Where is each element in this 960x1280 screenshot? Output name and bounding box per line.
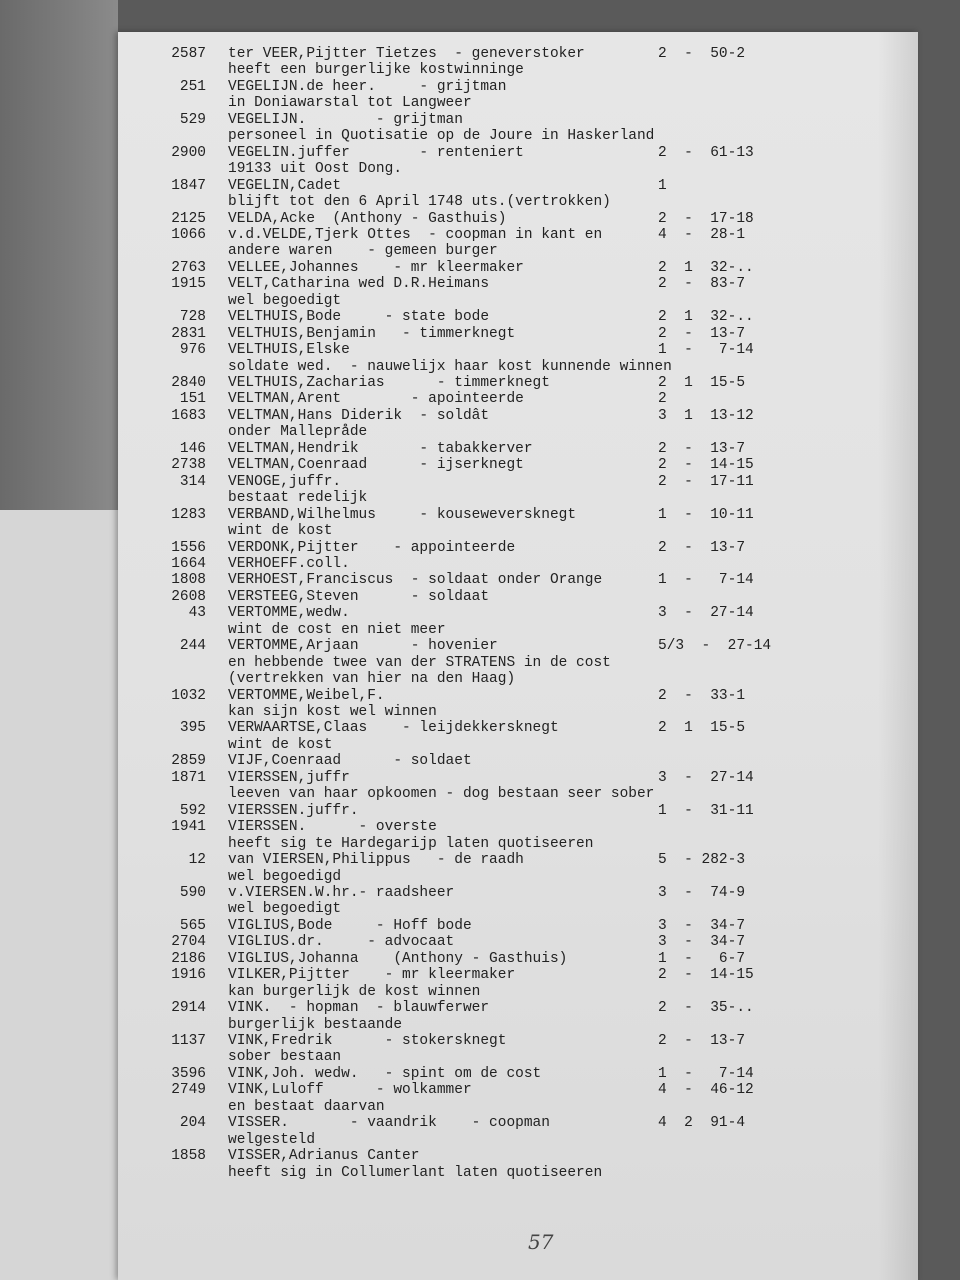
entry-text: VIERSSEN,juffr xyxy=(228,769,350,786)
entry-text: VEGELIJN.de heer. - grijtman xyxy=(228,78,507,95)
register-line xyxy=(118,161,918,177)
register-line xyxy=(118,1099,918,1115)
entry-number: 1871 xyxy=(171,769,206,786)
register-line xyxy=(118,326,918,342)
register-line xyxy=(118,852,918,868)
register-line xyxy=(118,276,918,292)
register-line xyxy=(118,128,918,144)
entry-number: 976 xyxy=(179,342,206,359)
register-line xyxy=(118,309,918,325)
entry-assessment: 2 - 13-7 xyxy=(658,440,746,457)
register-line xyxy=(118,605,918,621)
document-page xyxy=(118,32,918,1280)
entry-text: soldate wed. - nauwelijx haar kost kunnende winnen xyxy=(228,358,672,375)
entry-text: v.d.VELDE,Tjerk Ottes - coopman in kant en xyxy=(228,226,603,243)
register-line xyxy=(118,375,918,391)
entry-number: 1916 xyxy=(171,967,206,984)
entry-text: VELTMAN,Coenraad - ijserknegt xyxy=(228,457,524,474)
entry-text: VIJF,Coenraad - soldaet xyxy=(228,753,472,770)
register-line xyxy=(118,638,918,654)
entry-text: VELTHUIS,Bode - state bode xyxy=(228,309,490,326)
entry-text: andere waren - gemeen burger xyxy=(228,243,498,260)
entry-text: VISSER. - vaandrik - coopman xyxy=(228,1115,550,1132)
entry-number: 2914 xyxy=(171,1000,206,1017)
entry-text: heeft sig te Hardegarijp laten quotiseeren xyxy=(228,835,594,852)
entry-number: 2587 xyxy=(171,46,206,62)
entry-text: personeel in Quotisatie op de Joure in Haskerland xyxy=(228,128,655,145)
entry-number: 244 xyxy=(179,638,206,655)
entry-text: kan burgerlijk de kost winnen xyxy=(228,983,481,1000)
entry-number: 1664 xyxy=(171,555,206,572)
register-line xyxy=(118,918,918,934)
entry-number: 1858 xyxy=(171,1148,206,1165)
entry-assessment: 2 - 83-7 xyxy=(658,276,746,293)
entry-number: 3596 xyxy=(171,1065,206,1082)
entry-text: VILKER,Pijtter - mr kleermaker xyxy=(228,967,516,984)
entry-number: 592 xyxy=(179,802,206,819)
register-line xyxy=(118,869,918,885)
entry-number: 12 xyxy=(188,852,206,869)
entry-number: 728 xyxy=(179,309,206,326)
register-line xyxy=(118,753,918,769)
entry-number: 251 xyxy=(179,78,206,95)
entry-text: sober bestaan xyxy=(228,1049,342,1066)
entry-number: 2763 xyxy=(171,259,206,276)
entry-number: 1941 xyxy=(171,819,206,836)
entry-number: 43 xyxy=(188,605,206,622)
register-line xyxy=(118,293,918,309)
register-line xyxy=(118,885,918,901)
register-line xyxy=(118,951,918,967)
register-line xyxy=(118,211,918,227)
entry-text: VERBAND,Wilhelmus - kouseweversknegt xyxy=(228,506,577,523)
entry-number: 2840 xyxy=(171,375,206,391)
entry-text: wel begoedigd xyxy=(228,868,342,885)
entry-text: bestaat redelijk xyxy=(228,490,368,507)
register-line xyxy=(118,424,918,440)
entry-assessment: 3 - 74-9 xyxy=(658,884,746,901)
register-line xyxy=(118,984,918,1000)
register-line xyxy=(118,1017,918,1033)
entry-assessment: 2 xyxy=(658,391,667,408)
entry-number: 2704 xyxy=(171,934,206,951)
entry-text: VIGLIUS,Bode - Hoff bode xyxy=(228,917,472,934)
entry-assessment: 2 - 13-7 xyxy=(658,539,746,556)
register-line xyxy=(118,1148,918,1164)
entry-number: 590 xyxy=(179,884,206,901)
register-line xyxy=(118,342,918,358)
entry-assessment: 3 - 27-14 xyxy=(658,605,754,622)
register-line xyxy=(118,704,918,720)
entry-number: 2125 xyxy=(171,210,206,227)
register-line xyxy=(118,967,918,983)
register-line xyxy=(118,359,918,375)
entry-text: VINK. - hopman - blauwferwer xyxy=(228,1000,490,1017)
entry-text: 19133 uit Oost Dong. xyxy=(228,161,403,178)
register-line xyxy=(118,540,918,556)
register-line xyxy=(118,803,918,819)
register-line xyxy=(118,836,918,852)
entry-assessment: 2 1 32-.. xyxy=(658,259,754,276)
entry-text: VEGELIN,Cadet xyxy=(228,177,342,194)
register-line xyxy=(118,622,918,638)
entry-assessment: 2 - 17-18 xyxy=(658,210,754,227)
entry-text: VENOGE,juffr. xyxy=(228,473,342,490)
register-line xyxy=(118,46,918,62)
entry-text: welgesteld xyxy=(228,1131,316,1148)
register-line xyxy=(118,1000,918,1016)
entry-assessment: 1 - 6-7 xyxy=(658,950,746,967)
entry-number: 1283 xyxy=(171,506,206,523)
entry-assessment: 2 - 14-15 xyxy=(658,967,754,984)
register-line xyxy=(118,786,918,802)
entry-number: 1808 xyxy=(171,572,206,589)
entry-text: VEGELIN.juffer - renteniert xyxy=(228,144,524,161)
entry-number: 2831 xyxy=(171,325,206,342)
register-line xyxy=(118,934,918,950)
entry-text: in Doniawarstal tot Langweer xyxy=(228,95,472,112)
entry-assessment: 2 1 15-5 xyxy=(658,720,746,737)
entry-assessment: 2 - 50-2 xyxy=(658,46,746,62)
entry-text: en hebbende twee van der STRATENS in de cost xyxy=(228,654,611,671)
entry-text: VELLEE,Johannes - mr kleermaker xyxy=(228,259,524,276)
register-line xyxy=(118,178,918,194)
entry-number: 204 xyxy=(179,1115,206,1132)
entry-number: 151 xyxy=(179,391,206,408)
entry-number: 529 xyxy=(179,111,206,128)
entry-number: 1847 xyxy=(171,177,206,194)
entry-assessment: 2 - 14-15 xyxy=(658,457,754,474)
entry-number: 2900 xyxy=(171,144,206,161)
entry-text: VELTMAN,Arent - apointeerde xyxy=(228,391,524,408)
entry-text: blijft tot den 6 April 1748 uts.(vertrokken) xyxy=(228,194,611,211)
entry-text: VERDONK,Pijtter - appointeerde xyxy=(228,539,516,556)
entry-number: 565 xyxy=(179,917,206,934)
entry-text: VERHOEFF.coll. xyxy=(228,555,350,572)
register-line xyxy=(118,572,918,588)
entry-text: wint de cost en niet meer xyxy=(228,621,446,638)
entry-assessment: 4 2 91-4 xyxy=(658,1115,746,1132)
entry-assessment: 1 - 31-11 xyxy=(658,802,754,819)
entry-number: 2749 xyxy=(171,1082,206,1099)
register-line xyxy=(118,819,918,835)
entry-number: 1556 xyxy=(171,539,206,556)
entry-number: 1915 xyxy=(171,276,206,293)
entry-assessment: 2 1 32-.. xyxy=(658,309,754,326)
entry-text: ter VEER,Pijtter Tietzes - geneverstoker xyxy=(228,46,585,62)
entry-text: VELDA,Acke (Anthony - Gasthuis) xyxy=(228,210,507,227)
entry-text: wel begoedigt xyxy=(228,901,342,918)
register-line xyxy=(118,490,918,506)
entry-text: VERSTEEG,Steven - soldaat xyxy=(228,588,490,605)
register-line xyxy=(118,408,918,424)
entry-assessment: 2 - 17-11 xyxy=(658,473,754,490)
register-line xyxy=(118,62,918,78)
register-line xyxy=(118,194,918,210)
entry-assessment: 2 - 33-1 xyxy=(658,687,746,704)
entry-assessment: 3 - 27-14 xyxy=(658,769,754,786)
entry-assessment: 1 - 7-14 xyxy=(658,342,754,359)
entry-number: 2859 xyxy=(171,753,206,770)
register-line xyxy=(118,95,918,111)
entry-assessment: 2 - 35-.. xyxy=(658,1000,754,1017)
entry-text: kan sijn kost wel winnen xyxy=(228,704,437,720)
entry-assessment: 3 1 13-12 xyxy=(658,407,754,424)
register-line xyxy=(118,457,918,473)
entry-assessment: 2 - 13-7 xyxy=(658,325,746,342)
entry-text: leeven van haar opkoomen - dog bestaan seer sober xyxy=(228,786,655,803)
register-line xyxy=(118,523,918,539)
register-line xyxy=(118,1066,918,1082)
entry-number: 2738 xyxy=(171,457,206,474)
entry-text: VINK,Joh. wedw. - spint om de cost xyxy=(228,1065,542,1082)
entry-assessment: 2 - 13-7 xyxy=(658,1033,746,1049)
entry-text: VELTMAN,Hendrik - tabakkerver xyxy=(228,440,533,457)
entry-text: VELTHUIS,Benjamin - timmerknegt xyxy=(228,325,516,342)
entry-number: 1066 xyxy=(171,226,206,243)
entry-assessment: 5/3 - 27-14 xyxy=(658,638,772,655)
entry-assessment: 3 - 34-7 xyxy=(658,934,746,951)
entry-text: wint de kost xyxy=(228,523,333,540)
entry-text: (vertrekken van hier na den Haag) xyxy=(228,671,516,688)
entry-text: VIGLIUS,Johanna (Anthony - Gasthuis) xyxy=(228,950,568,967)
register-line xyxy=(118,441,918,457)
register-line xyxy=(118,243,918,259)
entry-text: VISSER,Adrianus Canter xyxy=(228,1148,420,1165)
entry-assessment: 1 - 7-14 xyxy=(658,572,754,589)
entry-assessment: 3 - 34-7 xyxy=(658,917,746,934)
entry-assessment: 2 1 15-5 xyxy=(658,375,746,391)
entry-text: VIERSSEN. - overste xyxy=(228,819,437,836)
register-line xyxy=(118,1115,918,1131)
register-line xyxy=(118,901,918,917)
entry-number: 2186 xyxy=(171,950,206,967)
entry-text: VELTHUIS,Elske xyxy=(228,342,350,359)
entry-assessment: 1 xyxy=(658,177,667,194)
entry-text: VERTOMME,Weibel,F. xyxy=(228,687,385,704)
entry-text: VINK,Luloff - wolkammer xyxy=(228,1082,472,1099)
register-line xyxy=(118,260,918,276)
register-line xyxy=(118,145,918,161)
entry-assessment: 5 - 282-3 xyxy=(658,852,746,869)
entry-assessment: 4 - 46-12 xyxy=(658,1082,754,1099)
register-line xyxy=(118,391,918,407)
register-line xyxy=(118,474,918,490)
entry-text: en bestaat daarvan xyxy=(228,1098,385,1115)
entry-assessment: 1 - 7-14 xyxy=(658,1065,754,1082)
entry-text: burgerlijk bestaande xyxy=(228,1016,403,1033)
entry-assessment: 1 - 10-11 xyxy=(658,506,754,523)
register-line xyxy=(118,720,918,736)
register-line xyxy=(118,1033,918,1049)
entry-number: 1683 xyxy=(171,407,206,424)
entry-text: VERTOMME,Arjaan - hovenier xyxy=(228,638,498,655)
register-line xyxy=(118,671,918,687)
register-line xyxy=(118,688,918,704)
register-line xyxy=(118,507,918,523)
entry-text: VELTMAN,Hans Diderik - soldât xyxy=(228,407,490,424)
entry-number: 1032 xyxy=(171,687,206,704)
entry-assessment: 2 - 61-13 xyxy=(658,144,754,161)
entry-text: wel begoedigt xyxy=(228,292,342,309)
register-line xyxy=(118,1132,918,1148)
page-number: 57 xyxy=(528,1230,554,1254)
register-line xyxy=(118,227,918,243)
entry-text: heeft een burgerlijke kostwinninge xyxy=(228,62,524,79)
register-line xyxy=(118,1049,918,1065)
register-line xyxy=(118,589,918,605)
entry-text: VELT,Catharina wed D.R.Heimans xyxy=(228,276,490,293)
entry-text: VIERSSEN.juffr. xyxy=(228,802,359,819)
entry-text: heeft sig in Collumerlant laten quotiseeren xyxy=(228,1164,603,1181)
entry-text: VINK,Fredrik - stokersknegt xyxy=(228,1033,507,1049)
entry-number: 146 xyxy=(179,440,206,457)
register-line xyxy=(118,655,918,671)
entry-number: 314 xyxy=(179,473,206,490)
entry-text: van VIERSEN,Philippus - de raadh xyxy=(228,852,524,869)
entry-text: onder Mallepråde xyxy=(228,424,368,441)
register-line xyxy=(118,79,918,95)
register-line xyxy=(118,770,918,786)
entry-text: v.VIERSEN.W.hr.- raadsheer xyxy=(228,884,455,901)
entry-number: 1137 xyxy=(171,1033,206,1049)
entry-text: VELTHUIS,Zacharias - timmerknegt xyxy=(228,375,550,391)
entry-assessment: 4 - 28-1 xyxy=(658,226,746,243)
entry-text: VERWAARTSE,Claas - leijdekkersknegt xyxy=(228,720,559,737)
entry-text: VERTOMME,wedw. xyxy=(228,605,350,622)
entry-number: 395 xyxy=(179,720,206,737)
register-line xyxy=(118,1165,918,1181)
register-line xyxy=(118,112,918,128)
entry-text: wint de kost xyxy=(228,736,333,753)
entry-text: VEGELIJN. - grijtman xyxy=(228,111,463,128)
register-line xyxy=(118,1082,918,1098)
entry-text: VERHOEST,Franciscus - soldaat onder Orange xyxy=(228,572,603,589)
entry-text: VIGLIUS.dr. - advocaat xyxy=(228,934,455,951)
entry-number: 2608 xyxy=(171,588,206,605)
register-line xyxy=(118,737,918,753)
register-line xyxy=(118,556,918,572)
